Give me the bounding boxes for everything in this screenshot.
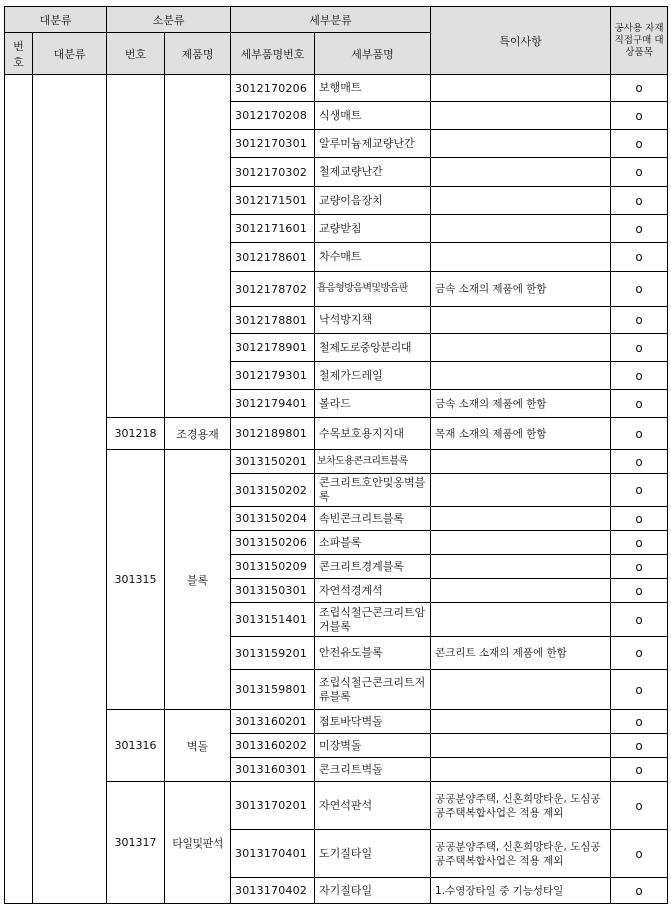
detail-name: 콘크리트호안및옹벽블록 [315, 474, 431, 507]
header-detail-group: 세부분류 [231, 7, 431, 33]
remark-cell [431, 243, 611, 272]
detail-name: 미장벽돌 [315, 734, 431, 758]
remark-cell [431, 158, 611, 187]
detail-code: 3013159801 [231, 670, 315, 710]
remark-cell [431, 102, 611, 130]
remark-cell [431, 130, 611, 158]
detail-code: 3013150204 [231, 507, 315, 531]
purchase-mark: o [611, 450, 668, 474]
detail-code: 3012178702 [231, 272, 315, 307]
header-no: 번호 [5, 33, 33, 75]
purchase-mark: o [611, 75, 668, 102]
product-name-cell: 블록 [165, 450, 231, 710]
remark-cell [431, 75, 611, 102]
product-name-cell: 벽돌 [165, 710, 231, 782]
remark-cell [431, 507, 611, 531]
detail-name: 점토바닥벽돌 [315, 710, 431, 734]
remark-cell: 콘크리트 소재의 제품에 한함 [431, 637, 611, 670]
remark-cell [431, 334, 611, 362]
purchase-mark: o [611, 334, 668, 362]
detail-name: 낙석방지책 [315, 307, 431, 334]
remark-cell [431, 215, 611, 243]
remark-cell [431, 758, 611, 782]
remark-cell [431, 603, 611, 637]
detail-code: 3013159201 [231, 637, 315, 670]
detail-name: 식생매트 [315, 102, 431, 130]
remark-cell: 금속 소재의 제품에 한함 [431, 390, 611, 418]
detail-name: 차수매트 [315, 243, 431, 272]
remark-cell: 목재 소재의 제품에 한함 [431, 418, 611, 450]
remark-cell: 1.수영장타일 중 기능성타일 [431, 878, 611, 904]
remark-cell [431, 579, 611, 603]
purchase-mark: o [611, 362, 668, 390]
header-major-group: 대분류 [5, 7, 107, 33]
remark-cell [431, 734, 611, 758]
detail-code: 3012170206 [231, 75, 315, 102]
purchase-mark: o [611, 637, 668, 670]
minor-no-cell [107, 75, 165, 418]
detail-name: 자연석경계석 [315, 579, 431, 603]
detail-code: 3013151401 [231, 603, 315, 637]
detail-code: 3012178601 [231, 243, 315, 272]
purchase-mark: o [611, 272, 668, 307]
purchase-mark: o [611, 418, 668, 450]
detail-name: 소파블록 [315, 531, 431, 555]
detail-name: 도기질타일 [315, 830, 431, 878]
header-minor-no: 번호 [107, 33, 165, 75]
detail-code: 3012170302 [231, 158, 315, 187]
remark-cell [431, 474, 611, 507]
header-detail-name: 세부품명 [315, 33, 431, 75]
detail-code: 3013170201 [231, 782, 315, 830]
remark-cell [431, 307, 611, 334]
detail-code: 3013160301 [231, 758, 315, 782]
detail-code: 3012179301 [231, 362, 315, 390]
purchase-mark: o [611, 243, 668, 272]
detail-code: 3012171501 [231, 187, 315, 215]
detail-name: 철제가드레일 [315, 362, 431, 390]
remark-cell [431, 710, 611, 734]
detail-name: 알루미늄제교량난간 [315, 130, 431, 158]
header-remarks: 특이사항 [431, 7, 611, 75]
purchase-mark: o [611, 878, 668, 904]
detail-name: 조립식철근콘크리트저류블록 [315, 670, 431, 710]
product-name-cell [165, 75, 231, 418]
header-major-name: 대분류 [33, 33, 107, 75]
detail-code: 3012170301 [231, 130, 315, 158]
detail-name: 속빈콘크리트블록 [315, 507, 431, 531]
detail-name: 교량받침 [315, 215, 431, 243]
product-classification-table [4, 6, 668, 904]
remark-cell [431, 187, 611, 215]
remark-cell: 공공분양주택, 신혼희망타운, 도심공공주택복합사업은 적용 제외 [431, 830, 611, 878]
detail-code: 3012178901 [231, 334, 315, 362]
detail-code: 3013150201 [231, 450, 315, 474]
product-name-cell: 타일및판석 [165, 782, 231, 904]
purchase-mark: o [611, 130, 668, 158]
purchase-mark: o [611, 102, 668, 130]
purchase-mark: o [611, 390, 668, 418]
table-row [5, 75, 668, 102]
detail-name: 흡음형방음벽및방음판 [315, 272, 431, 307]
detail-name: 교량이음장치 [315, 187, 431, 215]
major-name-cell [33, 75, 107, 904]
product-name-cell: 조경용재 [165, 418, 231, 450]
purchase-mark: o [611, 782, 668, 830]
remark-cell: 금속 소재의 제품에 한함 [431, 272, 611, 307]
remark-cell [431, 670, 611, 710]
header-minor-group: 소분류 [107, 7, 231, 33]
detail-name: 철제도로중앙분리대 [315, 334, 431, 362]
detail-code: 3013150301 [231, 579, 315, 603]
remark-cell [431, 362, 611, 390]
purchase-mark: o [611, 531, 668, 555]
detail-code: 3013160201 [231, 710, 315, 734]
purchase-mark: o [611, 758, 668, 782]
detail-name: 보행매트 [315, 75, 431, 102]
header-product-name: 제품명 [165, 33, 231, 75]
purchase-mark: o [611, 507, 668, 531]
minor-no-cell: 301317 [107, 782, 165, 904]
detail-name: 자기질타일 [315, 878, 431, 904]
purchase-mark: o [611, 710, 668, 734]
detail-code: 3013150202 [231, 474, 315, 507]
detail-name: 볼라드 [315, 390, 431, 418]
purchase-mark: o [611, 603, 668, 637]
remark-cell [431, 450, 611, 474]
detail-code: 3013160202 [231, 734, 315, 758]
remark-cell [431, 555, 611, 579]
purchase-mark: o [611, 158, 668, 187]
no-cell [5, 75, 33, 904]
detail-name: 조립식철근콘크리트암거블록 [315, 603, 431, 637]
minor-no-cell: 301316 [107, 710, 165, 782]
detail-name: 철제교량난간 [315, 158, 431, 187]
header-detail-no: 세부품명번호 [231, 33, 315, 75]
purchase-mark: o [611, 474, 668, 507]
remark-cell [431, 531, 611, 555]
purchase-mark: o [611, 670, 668, 710]
remark-cell: 공공분양주택, 신혼희망타운, 도심공공주택복합사업은 적용 제외 [431, 782, 611, 830]
minor-no-cell: 301315 [107, 450, 165, 710]
detail-code: 3012179401 [231, 390, 315, 418]
detail-code: 3013170401 [231, 830, 315, 878]
detail-code: 3012170208 [231, 102, 315, 130]
detail-code: 3012171601 [231, 215, 315, 243]
detail-name: 콘크리트경계블록 [315, 555, 431, 579]
detail-code: 3012189801 [231, 418, 315, 450]
minor-no-cell: 301218 [107, 418, 165, 450]
purchase-mark: o [611, 307, 668, 334]
detail-code: 3013170402 [231, 878, 315, 904]
purchase-mark: o [611, 187, 668, 215]
purchase-mark: o [611, 734, 668, 758]
detail-code: 3012178801 [231, 307, 315, 334]
detail-code: 3013150209 [231, 555, 315, 579]
detail-name: 보차도용콘크리트블록 [315, 450, 431, 474]
detail-name: 자연석판석 [315, 782, 431, 830]
detail-name: 안전유도블록 [315, 637, 431, 670]
header-direct-purchase: 공사용 자재 직접구매 대상품목 [611, 7, 668, 75]
purchase-mark: o [611, 215, 668, 243]
detail-name: 콘크리트벽돌 [315, 758, 431, 782]
purchase-mark: o [611, 579, 668, 603]
detail-name: 수목보호용지지대 [315, 418, 431, 450]
purchase-mark: o [611, 830, 668, 878]
detail-code: 3013150206 [231, 531, 315, 555]
purchase-mark: o [611, 555, 668, 579]
